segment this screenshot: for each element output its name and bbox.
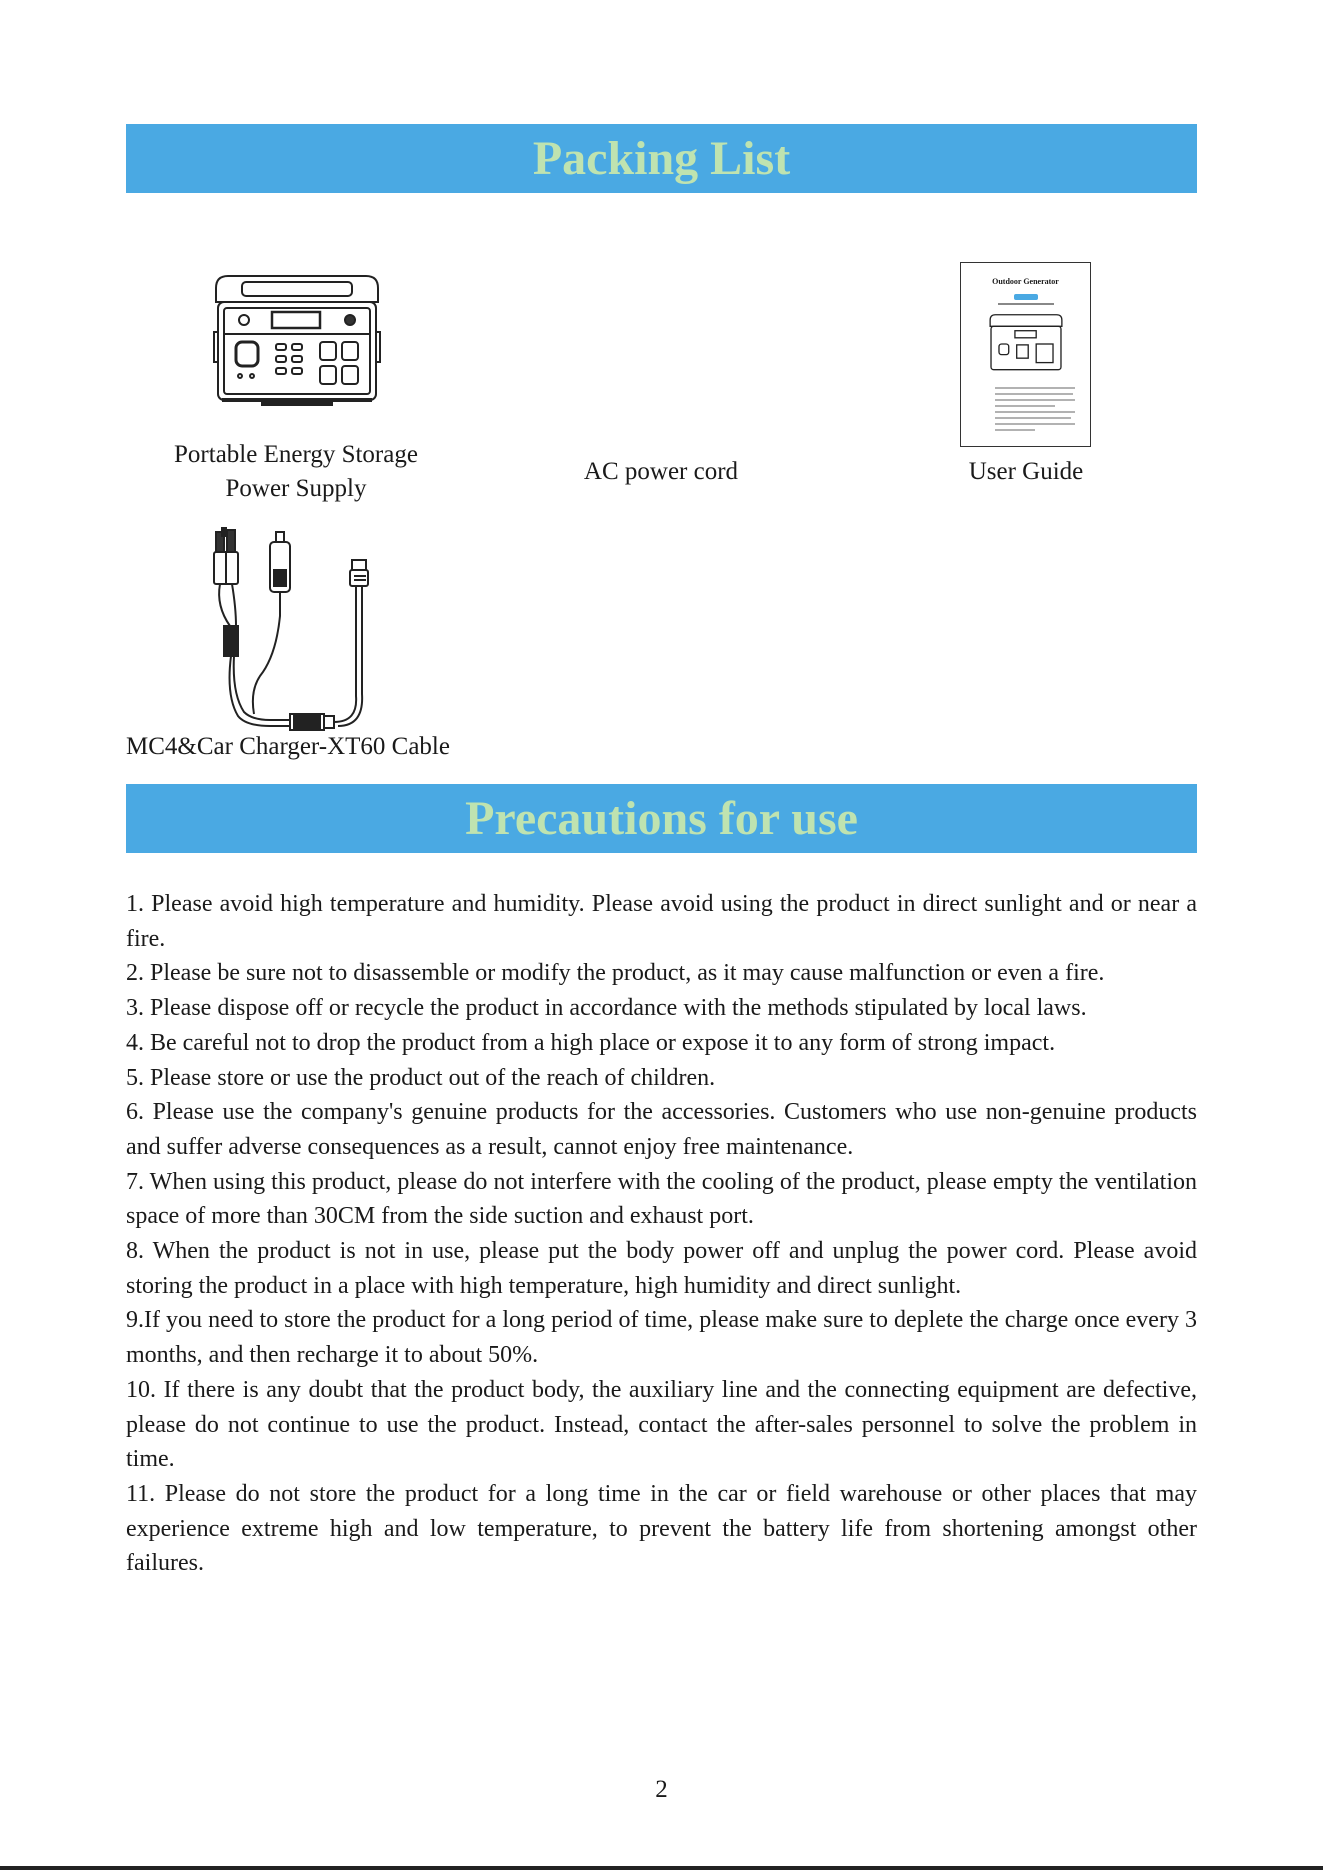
precaution-item-5: 5. Please store or use the product out of the reach of children.: [126, 1064, 716, 1091]
precaution-item-3: 3. Please dispose off or recycle the product in accordance with the methods stipulated by local laws.: [126, 995, 1087, 1022]
precaution-item-11: 11. Please do not store the product for a long time in the car or field warehouse or other places that may experience extreme high and low temperature, to prevent the battery life from shortening amongst other failures.: [126, 1480, 1197, 1577]
page-number: 2: [655, 1776, 668, 1803]
precautions-title: Precautions for use: [465, 792, 858, 845]
precaution-item-4: 4. Be careful not to drop the product from a high place or expose it to any form of strong impact.: [126, 1029, 1056, 1056]
bottom-rule: [0, 1866, 1323, 1870]
precautions-list: [126, 887, 1197, 1581]
packing-list-title: Packing List: [532, 132, 791, 185]
item-label-cable: MC4&Car Charger-XT60 Cable: [126, 733, 450, 760]
item-label-user-guide: User Guide: [968, 458, 1084, 485]
precautions-banner: [126, 784, 1197, 853]
item-label-power-supply-line1: Portable Energy Storage: [174, 441, 418, 468]
precaution-item-1: 1. Please avoid high temperature and humidity. Please avoid using the product in direct sunlight and or near a fire.: [126, 891, 1197, 952]
precaution-item-6: 6. Please use the company's genuine products for the accessories. Customers who use non-genuine products and suffer adverse consequences as a result, cannot enjoy free maintenance.: [126, 1099, 1197, 1160]
precaution-item-8: 8. When the product is not in use, please put the body power off and unplug the power cord. Please avoid storing the product in a place with high temperature, high humidity and direct sunlight.: [126, 1238, 1197, 1299]
item-label-power-supply-line2: Power Supply: [225, 475, 367, 502]
precaution-item-10: 10. If there is any doubt that the product body, the auxiliary line and the connecting equipment are defective, please do not continue to use the product. Instead, contact the after-sales personnel to solve the problem in time.: [126, 1376, 1197, 1473]
user-guide-booklet-illustration: [960, 262, 1091, 447]
packing-list-banner: [126, 124, 1197, 193]
user-guide-cover-subtitle-line: [998, 303, 1054, 305]
precaution-item-7: 7. When using this product, please do not interfere with the cooling of the product, please empty the ventilation space of more than 30CM from the side suction and exhaust port.: [126, 1168, 1197, 1230]
item-label-power-supply: [146, 438, 446, 506]
item-label-ac-power-cord: AC power cord: [583, 458, 739, 485]
cable-illustration: [210, 526, 380, 732]
user-guide-cover-title: Outdoor Generator: [992, 277, 1059, 286]
user-guide-cover-text-lines: [995, 385, 1085, 435]
user-guide-cover-badge: [1014, 294, 1038, 300]
user-guide-cover-product-icon: [986, 313, 1066, 375]
power-station-illustration: [212, 272, 382, 412]
precaution-item-9: 9.If you need to store the product for a long period of time, please make sure to deplete the charge once every 3 months, and then recharge it to about 50%.: [126, 1307, 1197, 1369]
precaution-item-2: 2. Please be sure not to disassemble or modify the product, as it may cause malfunction or even a fire.: [126, 960, 1105, 987]
